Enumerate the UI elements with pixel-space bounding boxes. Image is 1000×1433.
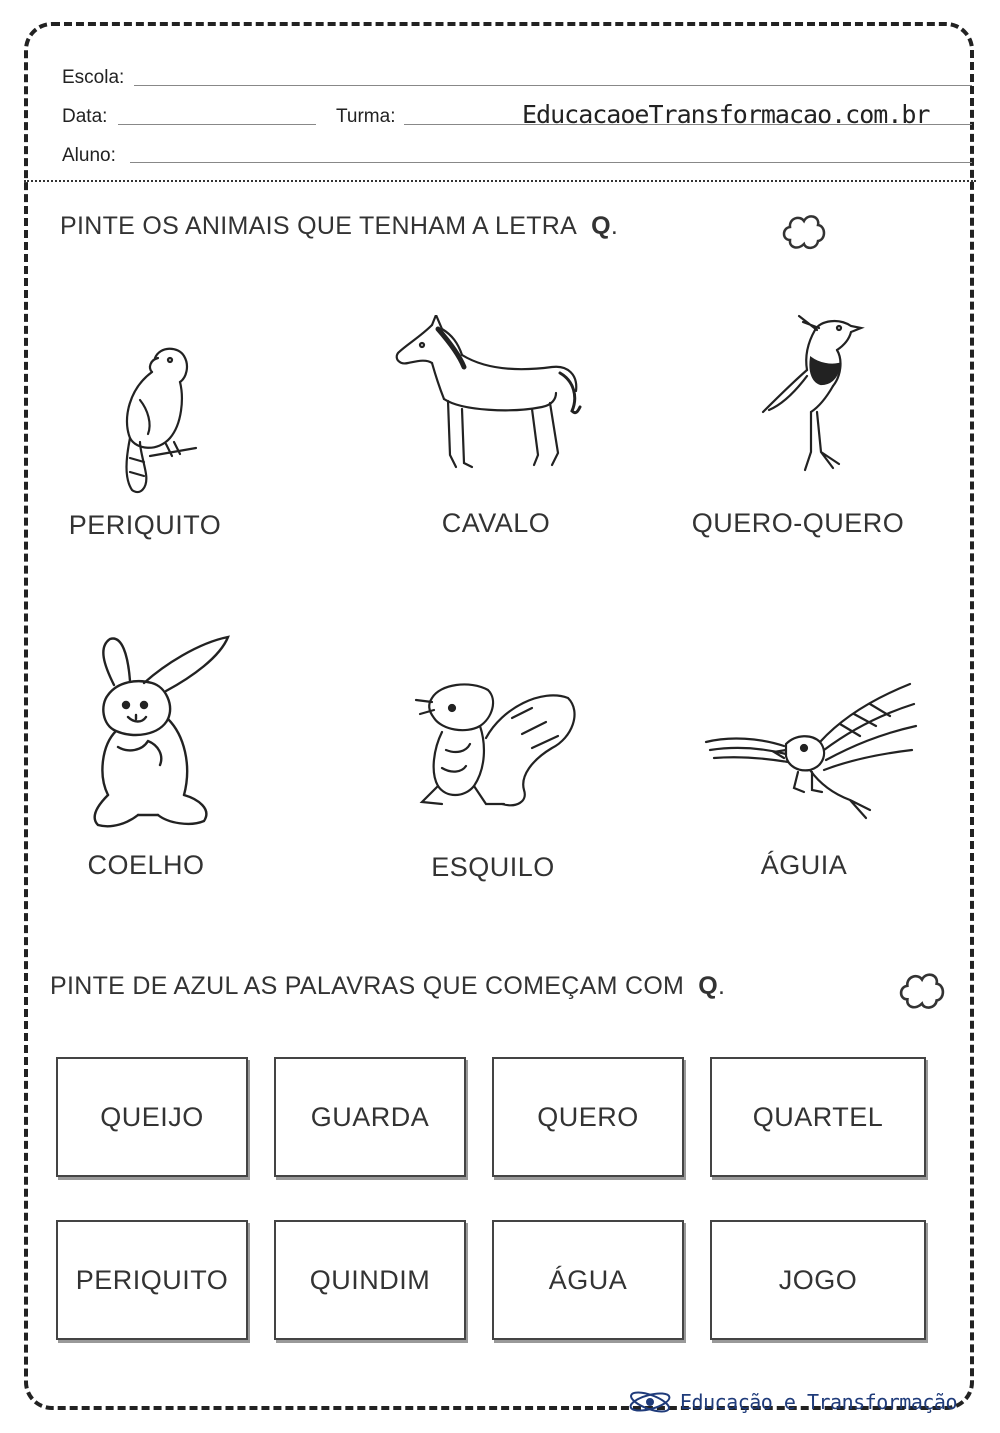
lapwing-bird-icon: [755, 312, 865, 477]
instruction-animals-letter: Q: [591, 212, 611, 240]
word-box-quartel[interactable]: QUARTEL: [710, 1057, 926, 1177]
instruction-words-text: PINTE DE AZUL AS PALAVRAS QUE COMEÇAM COM: [50, 972, 685, 1000]
instruction-animals-text: PINTE OS ANIMAIS QUE TENHAM A LETRA: [60, 212, 578, 240]
header-separator: [24, 180, 976, 182]
animal-label-aguia: ÁGUIA: [760, 850, 848, 880]
data-label: Data:: [62, 106, 108, 127]
squirrel-icon: [412, 678, 582, 818]
word-box-guarda[interactable]: GUARDA: [274, 1057, 466, 1177]
aluno-label: Aluno:: [62, 145, 116, 166]
horse-icon: [392, 315, 592, 480]
footer-brand-text: Educação e Transformação: [680, 1390, 957, 1414]
instruction-animals-period: .: [610, 212, 619, 240]
word-box-jogo[interactable]: JOGO: [710, 1220, 926, 1340]
word-box-periquito[interactable]: PERIQUITO: [56, 1220, 248, 1340]
word-box-agua[interactable]: ÁGUA: [492, 1220, 684, 1340]
animal-label-coelho: COELHO: [87, 850, 205, 880]
site-watermark: EducacaoeTransformacao.com.br: [522, 100, 930, 129]
eagle-icon: [700, 680, 920, 825]
rabbit-icon: [88, 635, 233, 835]
instruction-words-letter: Q: [698, 972, 718, 1000]
word-box-quindim[interactable]: QUINDIM: [274, 1220, 466, 1340]
cloud-icon: [780, 210, 828, 254]
footer-brand: [628, 1385, 957, 1419]
data-field[interactable]: [118, 124, 316, 125]
parakeet-icon: [100, 338, 210, 498]
escola-field[interactable]: [134, 85, 972, 86]
instruction-animals: [60, 212, 618, 241]
word-box-quero[interactable]: QUERO: [492, 1057, 684, 1177]
word-box-queijo[interactable]: QUEIJO: [56, 1057, 248, 1177]
cloud-icon: [896, 968, 948, 1014]
instruction-words-period: .: [717, 972, 726, 1000]
instruction-words: [50, 972, 725, 1001]
atom-logo-icon: [628, 1387, 672, 1417]
animal-label-periquito: PERIQUITO: [68, 510, 222, 540]
animal-label-quero-quero: QUERO-QUERO: [691, 508, 905, 538]
aluno-field[interactable]: [130, 162, 972, 163]
turma-label: Turma:: [336, 106, 396, 127]
animal-label-cavalo: CAVALO: [441, 508, 551, 538]
escola-label: Escola:: [62, 67, 125, 88]
animal-label-esquilo: ESQUILO: [431, 852, 555, 882]
